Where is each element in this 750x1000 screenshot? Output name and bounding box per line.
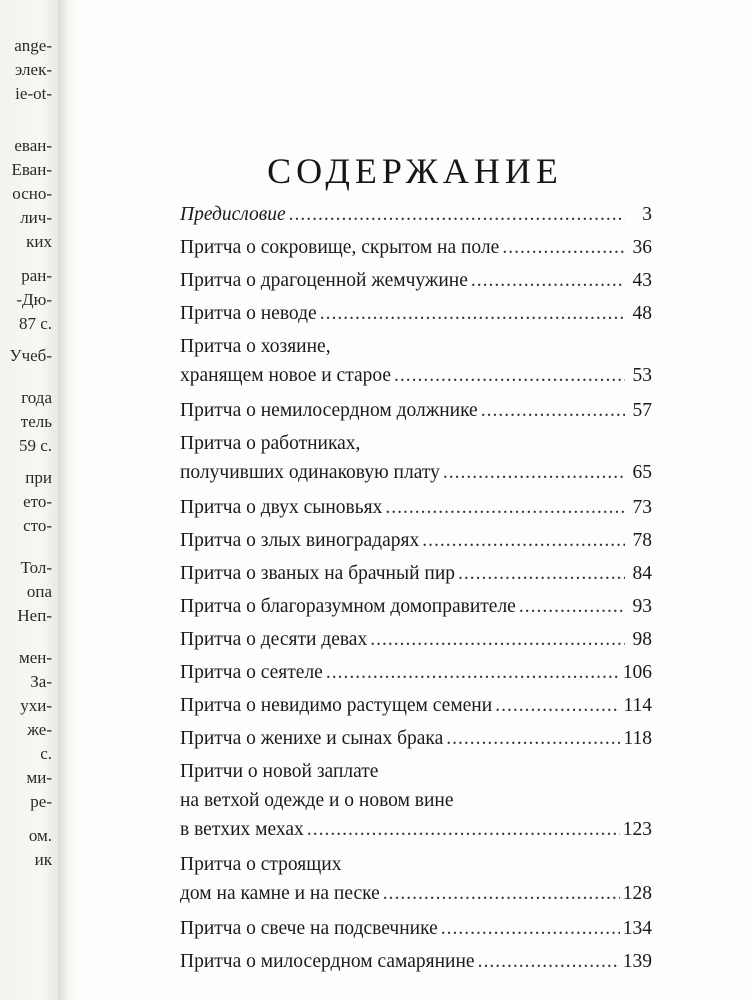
toc-entry[interactable] [180,625,652,654]
toc-entry-title-line: Притча о неводе [180,303,317,324]
toc-entry[interactable] [180,757,652,844]
toc-entry-title-line: Притча о десяти девах [180,629,368,650]
page-number: 93 [632,596,652,617]
toc-entry-title-line: получивших одинаковую плату [180,462,440,483]
dot-leader [441,914,620,943]
book-gutter [58,0,76,1000]
left-page-line: За- [30,672,52,691]
dot-leader [326,658,620,687]
left-page-line: Неп- [17,606,52,625]
dot-leader [495,691,620,720]
toc-entry[interactable] [180,914,652,943]
toc-entry[interactable] [180,526,652,555]
toc-entry[interactable] [180,266,652,295]
page-number: 139 [622,951,652,972]
toc-entry[interactable] [180,658,652,687]
toc-entry[interactable] [180,592,652,621]
left-page-line: ми- [26,768,52,787]
toc-entry-title-line: Притча о милосердном самарянине [180,951,475,972]
left-page-line: Учеб- [9,346,52,365]
dot-leader [289,200,625,229]
toc-entry-title-line: Притча о женихе и сынах брака [180,728,444,749]
page-number: 57 [632,400,652,421]
toc-entry-title-line: Притча о сеятеле [180,662,323,683]
left-page-line: -Дю- [16,290,52,309]
page-number: 118 [623,728,652,749]
page-number: 36 [632,237,652,258]
toc-entry[interactable] [180,233,652,262]
left-page-line: ухи- [20,696,52,715]
toc-entry[interactable] [180,724,652,753]
left-page-line: ом. [28,826,52,845]
toc-entry[interactable] [180,200,652,229]
dot-leader [394,361,625,390]
toc-entry-title-line: хранящем новое и старое [180,365,391,386]
toc-entry-title-line: на ветхой одежде и о новом вине [180,790,454,811]
dot-leader [443,458,625,487]
page-number: 128 [622,883,652,904]
left-page-line: еван- [14,136,52,155]
page-number: 123 [622,819,652,840]
left-page-line: опа [26,582,52,601]
dot-leader [471,266,625,295]
toc-entry-title-line: Притча о невидимо растущем семени [180,695,493,716]
toc-entry-title-line: Притча о злых виноградарях [180,530,420,551]
left-page-line: осно- [12,184,52,203]
left-page-fragment [0,0,58,1000]
toc-entry-title-line: Притча о строящих [180,854,342,875]
dot-leader [385,493,625,522]
toc-entry-title-line: Притча о званых на брачный пир [180,563,456,584]
toc-entry[interactable] [180,559,652,588]
dot-leader [458,559,625,588]
toc-entry[interactable] [180,947,652,976]
toc-entry[interactable] [180,299,652,328]
toc-entry-title-line: Притча о работниках, [180,433,361,454]
dot-leader [478,947,620,976]
left-page-line: ре- [30,792,52,811]
toc-entry[interactable] [180,850,652,908]
page-number: 114 [623,695,652,716]
left-page-line: тель [20,412,52,431]
dot-leader [481,396,625,425]
left-page-line: сто- [23,516,52,535]
toc-entry-title-line: Притча о двух сыновьях [180,497,383,518]
left-page-line: ран- [21,266,52,285]
dot-leader [446,724,620,753]
dot-leader [320,299,625,328]
toc-entry-title-line: Притча о благоразумном домоправителе [180,596,516,617]
toc-entry-title-line: Притча о драгоценной жемчужине [180,270,468,291]
toc-entry-title-line: Притча о немилосердном должнике [180,400,478,421]
left-page-line: Тол- [20,558,52,577]
toc-entry[interactable] [180,332,652,390]
toc-entry-title-line: Притча о свече на подсвечнике [180,918,438,939]
left-page-line: при [25,468,52,487]
left-page-line: ик [34,850,52,869]
page-number: 134 [622,918,652,939]
page-number: 48 [632,303,652,324]
left-page-line: ких [26,232,52,251]
dot-leader [370,625,625,654]
left-page-line: Еван- [11,160,52,179]
toc-entry-title-line: Притча о сокровище, скрытом на поле [180,237,500,258]
left-page-line: же- [27,720,52,739]
page-number: 65 [632,462,652,483]
left-page-line: элек- [15,60,52,79]
left-page-line: ето- [23,492,52,511]
left-page-line: мен- [18,648,52,667]
left-page-line: с. [40,744,52,763]
toc-entry[interactable] [180,493,652,522]
left-page-line: 59 с. [18,436,52,455]
toc-entry-title-line: Притча о хозяине, [180,336,331,357]
toc-entry-title-line: дом на камне и на песке [180,883,380,904]
toc-entry-title-line: Притчи о новой заплате [180,761,379,782]
left-page-line: года [21,388,52,407]
toc-entry[interactable] [180,429,652,487]
toc-entry[interactable] [180,396,652,425]
page-number: 78 [632,530,652,551]
toc-entry[interactable] [180,691,652,720]
page-number: 84 [632,563,652,584]
left-page-line: 87 с. [18,314,52,333]
left-page-line: ange- [14,36,52,55]
toc-entry-title-line: в ветхих мехах [180,819,304,840]
left-page-line: лич- [20,208,52,227]
table-of-contents [180,200,652,976]
page-number: 3 [642,204,652,225]
dot-leader [307,815,620,844]
page-number: 98 [632,629,652,650]
dot-leader [422,526,625,555]
left-page-line: ie-ot- [15,84,52,103]
page-number: 106 [622,662,652,683]
dot-leader [519,592,625,621]
page-number: 43 [632,270,652,291]
dot-leader [502,233,625,262]
page-number: 73 [632,497,652,518]
page-title: СОДЕРЖАНИЕ [267,151,563,192]
toc-entry-title-line: Предисловие [180,204,286,225]
page-number: 53 [632,365,652,386]
dot-leader [383,879,620,908]
